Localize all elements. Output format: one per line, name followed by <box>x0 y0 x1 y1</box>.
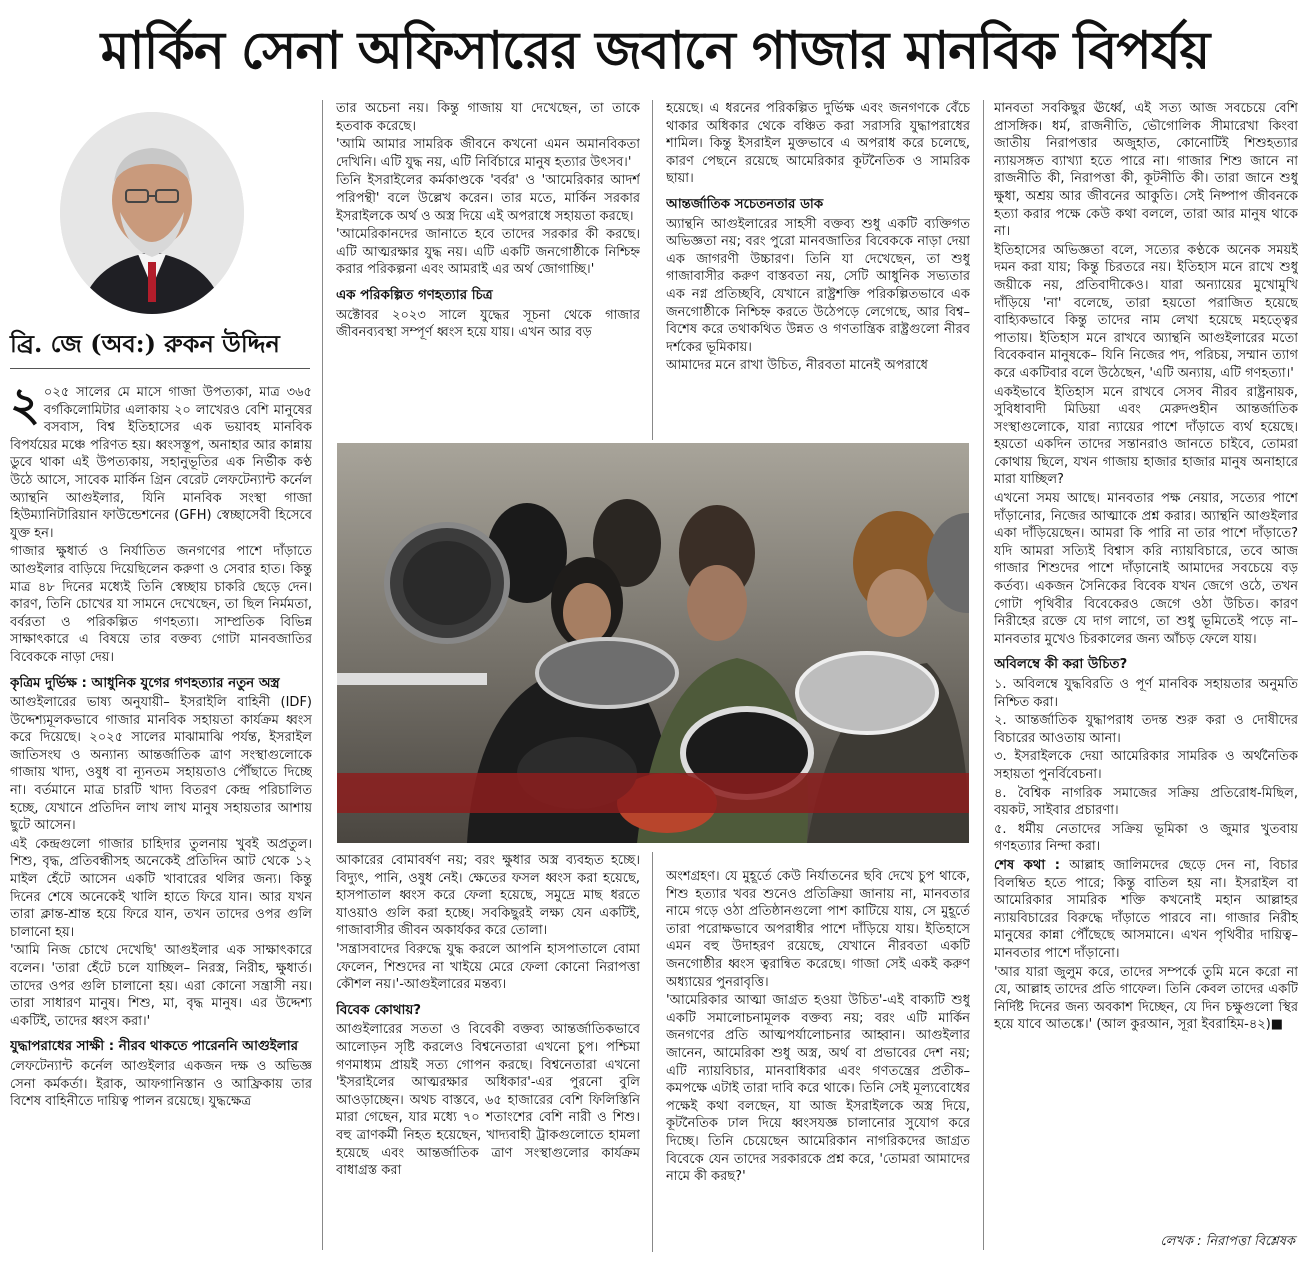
paragraph: হয়েছে। এ ধরনের পরিকল্পিত দুর্ভিক্ষ এবং জনগণকে বেঁচে থাকার অধিকার থেকে বঞ্চিত করা সরাসরি যুদ্ধাপরাধের শামিল। কিন্তু ইসরাইল মুক্তভাবে এ অপরাধ করে চলেছে, কারণ পেছনে রয়েছে আমেরিকার কূটনৈতিক ও সামরিক ছায়া। <box>666 101 970 187</box>
closing-label: শেষ কথা : <box>994 857 1060 873</box>
closing-paragraph <box>994 857 1298 963</box>
author-byline: ব্রি. জে (অব:) রুকন উদ্দিন <box>10 329 280 358</box>
column-divider <box>322 100 323 1250</box>
column-4 <box>994 100 1298 1228</box>
subheading: যুদ্ধাপরাধের সাক্ষী : নীরব থাকতে পারেননি আগুইলার <box>10 1039 298 1055</box>
column-2-top <box>336 100 640 438</box>
paragraph: তিনি ইসরাইলের কর্মকাণ্ডকে 'বর্বর' ও 'আমেরিকার আদর্শ পরিপন্থী' বলে উল্লেখ করেন। তার মতে, মার্কিন সরকার ইসরাইলকে অর্থ ও অস্ত্র দিয়ে এই অপরাধে সহায়তা করছে। <box>336 173 640 224</box>
paragraph: 'আমেরিকার আত্মা জাগ্রত হওয়া উচিত'-এই বাক্যটি শুধু একটি সমালোচনামূলক বক্তব্য নয়; বরং এটি মার্কিন জনগণের প্রতি আত্মপর্যালোচনার আহ্বান। আগুইলার জানেন, আমেরিকা শুধু অস্ত্র, অর্থ বা প্রভাবের দেশ নয়; এটি ন্যায়বিচার, মানবাধিকার এবং গণতন্ত্রের প্রতীক– কমপক্ষে এটাই তারা দাবি করে থাকে। তিনি সেই মূল্যবোধের পক্ষেই কথা বলছেন, যা আজ ইসরাইলকে অস্ত্র দিয়ে, কূটনৈতিক ঢাল দিয়ে ধ্বংসযজ্ঞ চালানোর সুযোগ করে দিচ্ছে। তিনি চেয়েছেন আমেরিকান নাগরিকদের জাগ্রত বিবেকে যেন তাদের সরকারকে প্রশ্ন করে, 'তোমরা আমাদের নামে কী করছ?' <box>666 993 970 1185</box>
byline-underline <box>10 368 310 369</box>
paragraph: আগুইলারের সততা ও বিবেকী বক্তব্য আন্তর্জাতিকভাবে আলোড়ন সৃষ্টি করলেও বিশ্বনেতারা এখনো চুপ। পশ্চিমা গণমাধ্যম প্রায়ই সত্য গোপন করছে। বিশ্বনেতারা এখনো 'ইসরাইলের আত্মরক্ষার অধিকার'-এর পুরনো বুলি আওড়াচ্ছেন। অথচ বাস্তবে, ৬৫ হাজারের বেশি ফিলিস্তিনি মারা গেছেন, যার মধ্যে ৭০ শতাংশের বেশি নারী ও শিশু। বহু ত্রাণকর্মী নিহত হয়েছেন, খাদ্যবাহী ট্রাকগুলোতে হামলা হয়েছে এবং আন্তর্জাতিক ত্রাণ সংস্থাগুলোর কার্যক্রম বাধাগ্রস্ত করা <box>336 1022 640 1179</box>
list-item: ৪. বৈশ্বিক নাগরিক সমাজের সক্রিয় প্রতিরোধ-মিছিল, বয়কট, সাইবার প্রচারণা। <box>994 785 1298 819</box>
news-photo <box>337 443 969 843</box>
writer-credit: লেখক : নিরাপত্তা বিশ্লেষক <box>1160 1234 1295 1249</box>
column-1 <box>10 384 312 1254</box>
lead-text: ০২৫ সালের মে মাসে গাজা উপত্যকা, মাত্র ৩৬৫ বর্গকিলোমিটার এলাকায় ২০ লাখেরও বেশি মানুষের বসবাস, বিশ্ব ইতিহাসের এক ভয়াবহ মানবিক বিপর্যয়ের মঞ্চে পরিণত হয়। ধ্বংসস্তূপ, অনাহার আর কান্নায় ডুবে থাকা এই উপত্যকায়, সহানুভূতির এক নির্ভীক কণ্ঠ উঠে আসে, সাবেক মার্কিন গ্রিন বেরেট লেফটেন্যান্ট কর্নেল অ্যান্থনি আগুইলার, যিনি মানবিক সংস্থা গাজা হিউম্যানিটারিয়ান ফাউন্ডেশনের (GFH) স্বেচ্ছাসেবী হিসেবে যুক্ত হন। <box>10 385 312 541</box>
column-3-bottom <box>666 868 970 1254</box>
drop-cap: ২ <box>10 384 40 431</box>
paragraph: 'আমি নিজ চোখে দেখেছি' আগুইলার এক সাক্ষাৎকারে বলেন। 'তারা হেঁটে চলে যাচ্ছিল– নিরস্ত্র, নিরীহ, ক্ষুধার্ত। তাদের ওপর গুলি চালানো হয়। এরা কোনো সন্ত্রাসী নয়। তারা সাধারণ মানুষ। শিশু, মা, বৃদ্ধ মানুষ। এর উদ্দেশ্য একটিই, তাদের ধ্বংস করা।' <box>10 943 312 1029</box>
paragraph: এখনো সময় আছে। মানবতার পক্ষ নেয়ার, সত্যের পাশে দাঁড়ানোর, নিজের আত্মাকে প্রশ্ন করার। অ্যান্থনি আগুইলার একা দাঁড়িয়েছেন। আমরা কি পারি না তার পাশে দাঁড়াতে? যদি আমরা সত্যিই বিশ্বাস করি ন্যায়বিচারে, তবে আজ গাজার শিশুদের পাশে দাঁড়ানোই আমাদের সবচেয়ে বড় কর্তব্য। একজন সৈনিকের বিবেক যখন জেগে ওঠে, তখন গোটা পৃথিবীর বিবেকেরও জেগে ওঠা উচিত। কারণ নিরীহের রক্তে যে দাগ লাগে, তা শুধু ভূমিতেই পড়ে না– মানবতার মুখেও চিরকালের জন্য আঁচড় ফেলে যায়। <box>994 491 1298 647</box>
paragraph: আগুইলারের ভাষ্য অনুযায়ী– ইসরাইলি বাহিনী (IDF) উদ্দেশ্যমূলকভাবে গাজার মানবিক সহায়তা কার্যক্রম ধ্বংস করে দিয়েছে। ২০২৫ সালের মাঝামাঝি পর্যন্ত, ইসরাইল জাতিসংঘ ও অন্যান্য আন্তর্জাতিক ত্রাণ সংস্থাগুলোকে গাজায় খাদ্য, ওষুধ বা ন্যূনতম সহায়তাও পৌঁছাতে দিচ্ছে না। বর্তমানে মাত্র চারটি খাদ্য বিতরণ কেন্দ্র পরিচালিত হচ্ছে, যেখানে প্রতিদিন লাখ লাখ মানুষ সহায়তার আশায় ছুটে আসেন। <box>10 695 312 834</box>
list-item: ৫. ধর্মীয় নেতাদের সক্রিয় ভূমিকা ও জুমার খুতবায় গণহত্যার নিন্দা করা। <box>994 821 1298 855</box>
news-photo-illustration <box>337 443 969 843</box>
column-2-bottom <box>336 852 640 1254</box>
subheading: বিবেক কোথায়? <box>336 1002 422 1018</box>
paragraph: অংশগ্রহণ। যে মুহূর্তে কেউ নির্যাতনের ছবি দেখে চুপ থাকে, শিশু হত্যার খবর শুনেও প্রতিক্রিয়া জানায় না, মানবতার নামে গড়ে ওঠা প্রতিষ্ঠানগুলো পাশ কাটিয়ে যায়, সে মুহূর্তে তারা পরোক্ষভাবে অপরাধীর পাশে দাঁড়িয়ে যায়। ইতিহাসে এমন বহু উদাহরণ রয়েছে, যেখানে নীরবতা একটি জনগোষ্ঠীর ধ্বংস ত্বরান্বিত করেছে। গাজা সেই একই করুণ অধ্যায়ের পুনরাবৃত্তি। <box>666 869 970 990</box>
column-3-top <box>666 100 970 438</box>
end-mark: ■ <box>1270 1017 1284 1033</box>
paragraph: মানবতা সবকিছুর ঊর্ধ্বে, এই সত্য আজ সবচেয়ে বেশি প্রাসঙ্গিক। ধর্ম, রাজনীতি, ভৌগোলিক সীমারেখা কিংবা জাতীয় নিরাপত্তার অজুহাত, কোনোটিই শিশুহত্যার ন্যায়সঙ্গত ব্যাখ্যা হতে পারে না। গাজার শিশু জানে না রাজনীতি কী, নিরাপত্তা কী, কূটনীতি কী। তারা জানে শুধু ক্ষুধা, অশ্রয় আর জীবনের আকুতি। সেই নিষ্পাপ জীবনকে হত্যা করার পক্ষে কেউ কথা বললে, তারা আর মানুষ থাকে না। <box>994 101 1298 240</box>
subheading: আন্তর্জাতিক সচেতনতার ডাক <box>666 196 824 212</box>
list-item: ১. অবিলম্বে যুদ্ধবিরতি ও পূর্ণ মানবিক সহায়তার অনুমতি নিশ্চিত করা। <box>994 677 1298 710</box>
column-divider <box>652 852 653 1252</box>
paragraph: তার অচেনা নয়। কিন্তু গাজায় যা দেখেছেন, তা তাকে হতবাক করেছে। <box>336 101 640 134</box>
paragraph: লেফটেন্যান্ট কর্নেল আগুইলার একজন দক্ষ ও অভিজ্ঞ সেনা কর্মকর্তা। ইরাক, আফগানিস্তান ও আফ্রিকায় তার বিশেষ বাহিনীতে দায়িত্ব পালন রয়েছে। যুদ্ধক্ষেত্র <box>10 1058 312 1110</box>
paragraph: অক্টোবর ২০২৩ সালে যুদ্ধের সূচনা থেকে গাজার জীবনব্যবস্থা সম্পূর্ণ ধ্বংস হয়ে যায়। এখন আর বড় <box>336 307 640 341</box>
paragraph: আকারের বোমাবর্ষণ নয়; বরং ক্ষুধার অস্ত্র ব্যবহৃত হচ্ছে। বিদ্যুৎ, পানি, ওষুধ নেই। ক্ষেতের ফসল ধ্বংস করা হয়েছে, হাসপাতাল ধ্বংস করে ফেলা হয়েছে, সমুদ্রে মাছ ধরতে যাওয়াও গুলি করা হচ্ছে। সবকিছুরই লক্ষ্য যেন একটিই, গাজাবাসীর জীবন অকার্যকর করে তোলা। <box>336 853 640 939</box>
quote-text: 'আর যারা জুলুম করে, তাদের সম্পর্কে তুমি মনে করো না যে, আল্লাহ তাদের প্রতি গাফেল। তিনি কেবল তাদের একটি নির্দিষ্ট দিনের জন্য অবকাশ দিচ্ছেন, যে দিন চক্ষুগুলো স্থির হয়ে যাবে আতঙ্কে।' (আল কুরআন, সূরা ইবরাহিম-৪২) <box>994 964 1298 1033</box>
paragraph: এই কেন্দ্রগুলো গাজার চাহিদার তুলনায় খুবই অপ্রতুল। শিশু, বৃদ্ধ, প্রতিবন্ধীসহ অনেকেই প্রতিদিন আট থেকে ১২ মাইল হেঁটে আসেন একটি খাবারের থলির জন্য। কিন্তু দিনের শেষে অনেকেই খালি হাতে ফিরে যান। আর যখন তারা ক্লান্ত-শ্রান্ত হয়ে ফিরে যান, তখন তাদের ওপর গুলি চালানো হয়। <box>10 836 312 940</box>
author-portrait-illustration <box>60 112 244 314</box>
subheading: কৃত্রিম দুর্ভিক্ষ : আধুনিক যুগের গণহত্যার নতুন অস্ত্র <box>10 675 280 691</box>
headline: মার্কিন সেনা অফিসারের জবানে গাজার মানবিক বিপর্যয় <box>100 21 1210 81</box>
paragraph: গাজার ক্ষুধার্ত ও নির্যাতিত জনগণের পাশে দাঁড়াতে আগুইলার বাড়িয়ে দিয়েছিলেন করুণা ও সেবার হাত। কিন্তু মাত্র ৪৮ দিনের মধ্যেই তিনি স্বেচ্ছায় চাকরি ছেড়ে দেন। কারণ, তিনি চোখের যা সামনে দেখেছেন, তা ছিল নির্মমতা, বর্বরতা ও পরিকল্পিত গণহত্যা। সাম্প্রতিক বিভিন্ন সাক্ষাৎকারে এ বিষয়ে তার বক্তব্য গোটা মানবজাতির বিবেককে নাড়া দেয়। <box>10 544 312 665</box>
paragraph: 'আমি আমার সামরিক জীবনে কখনো এমন অমানবিকতা দেখিনি। এটি যুদ্ধ নয়, এটি নির্বিচারে মানুষ হত্যার উৎসব।' <box>336 137 640 170</box>
author-portrait <box>60 112 244 314</box>
subheading: অবিলম্বে কী করা উচিত? <box>994 657 1128 673</box>
closing-text: আল্লাহ জালিমদের ছেড়ে দেন না, বিচার বিলম্বিত হতে পারে; কিন্তু বাতিল হয় না। ইসরাইল বা আমেরিকার সামরিক শক্তি কখনোই মহান আল্লাহর ন্যায়বিচারের বিরুদ্ধে দাঁড়াতে পারবে না। গাজার নিরীহ মানুষের কান্না পৌঁছেছে আসমানে। এখন পৃথিবীর দায়িত্ব– মানবতার পাশে দাঁড়ানো। <box>994 857 1298 961</box>
column-divider <box>652 100 653 440</box>
paragraph: ইতিহাসের অভিজ্ঞতা বলে, সত্যের কণ্ঠকে অনেক সময়ই দমন করা যায়; কিন্তু চিরতরে নয়। ইতিহাস মনে রাখে শুধু জয়ীকে নয়, প্রতিবাদীকেও। যারা অন্যায়ের মুখোমুখি দাঁড়িয়ে 'না' বলেছে, তারা হয়তো পরাজিত হয়েছে বাহ্যিকভাবে কিন্তু তাদের নাম লেখা হয়েছে মহত্ত্বের পাতায়। ইতিহাস মনে রাখবে অ্যান্থনি আগুইলারের মতো বিবেকবান মানুষকে– যিনি নিজের পদ, পরিচয়, সম্মান ত্যাগ করে একটিবার বলে উঠেছেন, 'এটি অন্যায়, এটি গণহত্যা।' <box>994 242 1298 381</box>
list-item: ২. আন্তর্জাতিক যুদ্ধাপরাধ তদন্ত শুরু করা ও দোষীদের বিচারের আওতায় আনা। <box>994 713 1298 746</box>
paragraph: 'আমেরিকানদের জানাতে হবে তাদের সরকার কী করছে। এটি আত্মরক্ষার যুদ্ধ নয়। এটি একটি জনগোষ্ঠীকে নিশ্চিহ্ন করার পরিকল্পনা এবং আমরাই এর অর্থ জোগাচ্ছি।' <box>336 227 640 278</box>
column-divider <box>983 100 984 1250</box>
list-item: ৩. ইসরাইলকে দেয়া আমেরিকার সামরিক ও অর্থনৈতিক সহায়তা পুনর্বিবেচনা। <box>994 749 1298 782</box>
subheading: এক পরিকল্পিত গণহত্যার চিত্র <box>336 287 493 303</box>
lead-paragraph <box>10 384 312 542</box>
paragraph: অ্যান্থনি আগুইলারের সাহসী বক্তব্য শুধু একটি ব্যক্তিগত অভিজ্ঞতা নয়; বরং পুরো মানবজাতির বিবেককে নাড়া দেয়া এক জাগরণী উচ্চারণ। তিনি যা দেখেছেন, তা শুধু গাজাবাসীর করুণ বাস্তবতা নয়, সেটি আধুনিক সভ্যতার এক নগ্ন প্রতিচ্ছবি, যেখানে রাষ্ট্রশক্তি পরিকল্পিতভাবে এক জনগোষ্ঠীকে নিশ্চিহ্ন করতে উঠেপড়ে লেগেছে, আর বিশ্ব– বিশেষ করে তথাকথিত উন্নত ও গণতান্ত্রিক রাষ্ট্রগুলো নীরব দর্শকের ভূমিকায়। <box>666 216 970 355</box>
paragraph: একইভাবে ইতিহাস মনে রাখবে সেসব নীরব রাষ্ট্রনায়ক, সুবিধাবাদী মিডিয়া এবং মেরুদণ্ডহীন আন্তর্জাতিক সংস্থাগুলোকে, যারা ন্যায়ের পাশে দাঁড়াতে ব্যর্থ হয়েছে। হয়তো একদিন তাদের সন্তানরাও জানতে চাইবে, তোমরা কোথায় ছিলে, যখন গাজায় হাজার হাজার মানুষ অনাহারে মারা যাচ্ছিল? <box>994 384 1298 488</box>
quote-paragraph <box>994 964 1298 1034</box>
paragraph: আমাদের মনে রাখা উচিত, নীরবতা মানেই অপরাধে <box>666 358 928 374</box>
paragraph: 'সন্ত্রাসবাদের বিরুদ্ধে যুদ্ধ করলে আপনি হাসপাতালে বোমা ফেলেন, শিশুদের না খাইয়ে মেরে ফেলা কোনো নিরাপত্তা কৌশল নয়।'-আগুইলারের মন্তব্য। <box>336 941 640 993</box>
